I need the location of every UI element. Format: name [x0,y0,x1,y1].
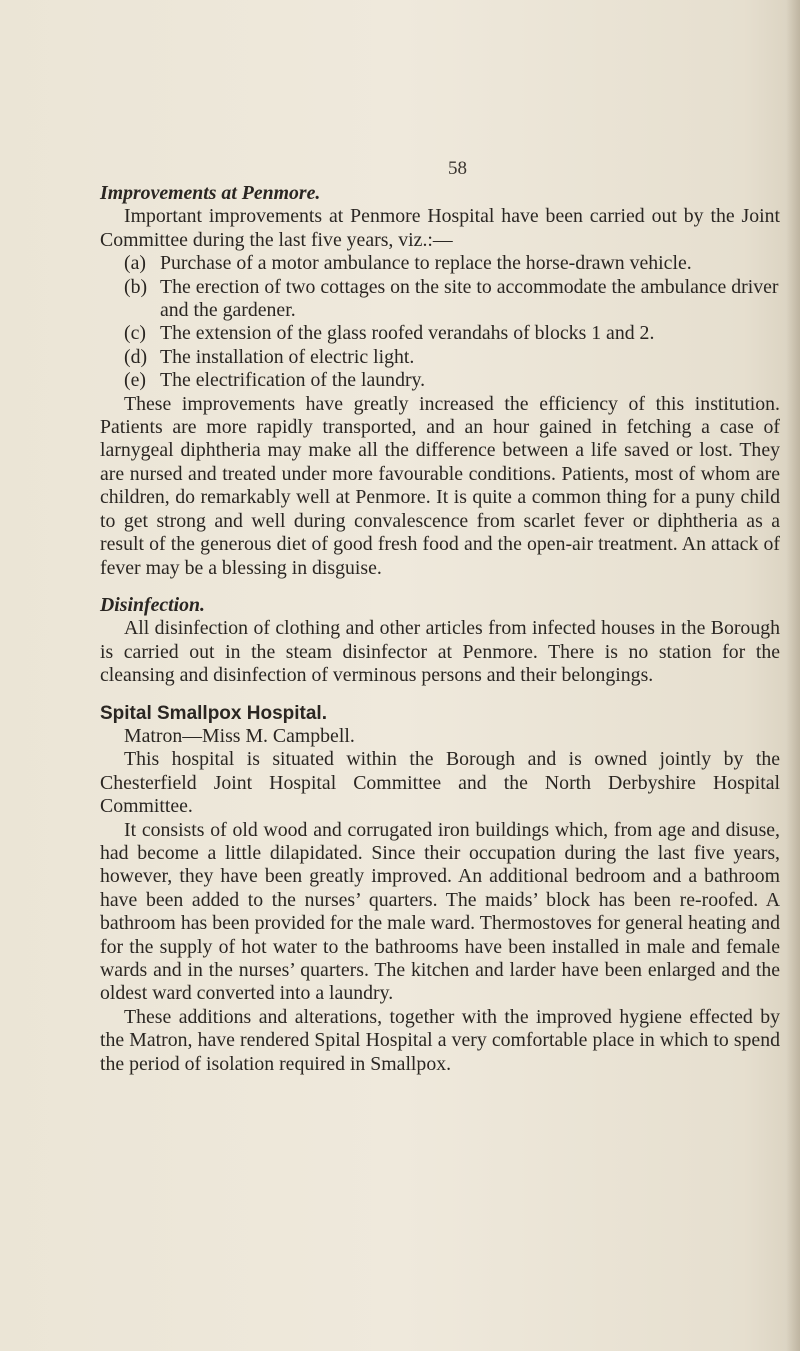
list-item-text: Purchase of a motor ambulance to replace the horse-drawn vehicle. [160,252,692,275]
list-item-text: The installation of electric light. [160,345,415,368]
improvements-list [100,252,780,392]
disinfection-paragraph: All disinfection of clothing and other articles from infected houses in the Borough is carried out in the steam disinfector at Penmore. There is no station for the cleansing and disinfection of verminous persons and their belongings. [100,617,780,687]
list-item-text: The erection of two cottages on the site to accommodate the ambulance driver and the gardener. [160,275,779,322]
disinfection-heading: Disinfection. [100,593,205,616]
list-item-text: The extension of the glass roofed verandahs of blocks 1 and 2. [160,322,655,345]
page-number: 58 [448,158,467,179]
list-item-label: (a) [124,252,146,275]
list-item [100,276,780,323]
list-item-label: (b) [124,275,148,298]
list-item-label: (d) [124,345,148,368]
penmore-intro: Important improvements at Penmore Hospital have been carried out by the Joint Committee during the last five years, viz.:— [100,205,780,251]
spital-matron: Matron—Miss M. Campbell. [124,724,355,747]
list-item-label: (c) [124,322,146,345]
penmore-paragraph: These improvements have greatly increased the efficiency of this institution. Patients are more rapidly transported, and an hour gained in fetching a case of larnygeal diphtheria may make all the difference between a life saved or lost. They are nursed and treated under more favourable conditions. Patients, most of whom are children, do remarkably well at Penmore. It is quite a common thing for a puny child to get strong and well during convalescence from scarlet fever or diphtheria as a result of the generous diet of good fresh food and the open-air treatment. An attack of fever may be a blessing in disguise. [100,392,780,579]
spital-paragraph-3: These additions and alterations, together with the improved hygiene effected by the Matron, have rendered Spital Hospital a very comfortable place in which to spend the period of isolation required in Smallpox. [100,1005,780,1075]
list-item-label: (e) [124,369,146,392]
list-item-text: The electrification of the laundry. [160,369,426,392]
page-edge-shadow [786,0,800,1351]
list-item [100,252,780,275]
list-item [100,322,780,345]
list-item [100,369,780,392]
list-item [100,346,780,369]
spital-heading: Spital Smallpox Hospital. [100,702,327,724]
penmore-heading: Improvements at Penmore. [100,182,321,204]
spital-paragraph-1: This hospital is situated within the Borough and is owned jointly by the Chesterfield Joint Hospital Committee and the North Derbyshire Hospital Committee. [100,748,780,818]
body-text [100,182,780,1076]
spital-paragraph-2: It consists of old wood and corrugated iron buildings which, from age and disuse, had become a little dilapidated. Since their occupation during the last five years, however, they have been greatly improved. An additional bedroom and a bathroom have been added to the nurses’ quarters. The maids’ block has been re-roofed. A bathroom has been provided for the male ward. Thermostoves for general heating and for the supply of hot water to the bathrooms have been installed in male and female wards and in the nurses’ quarters. The kitchen and larder have been enlarged and the oldest ward converted into a laundry. [100,818,780,1005]
